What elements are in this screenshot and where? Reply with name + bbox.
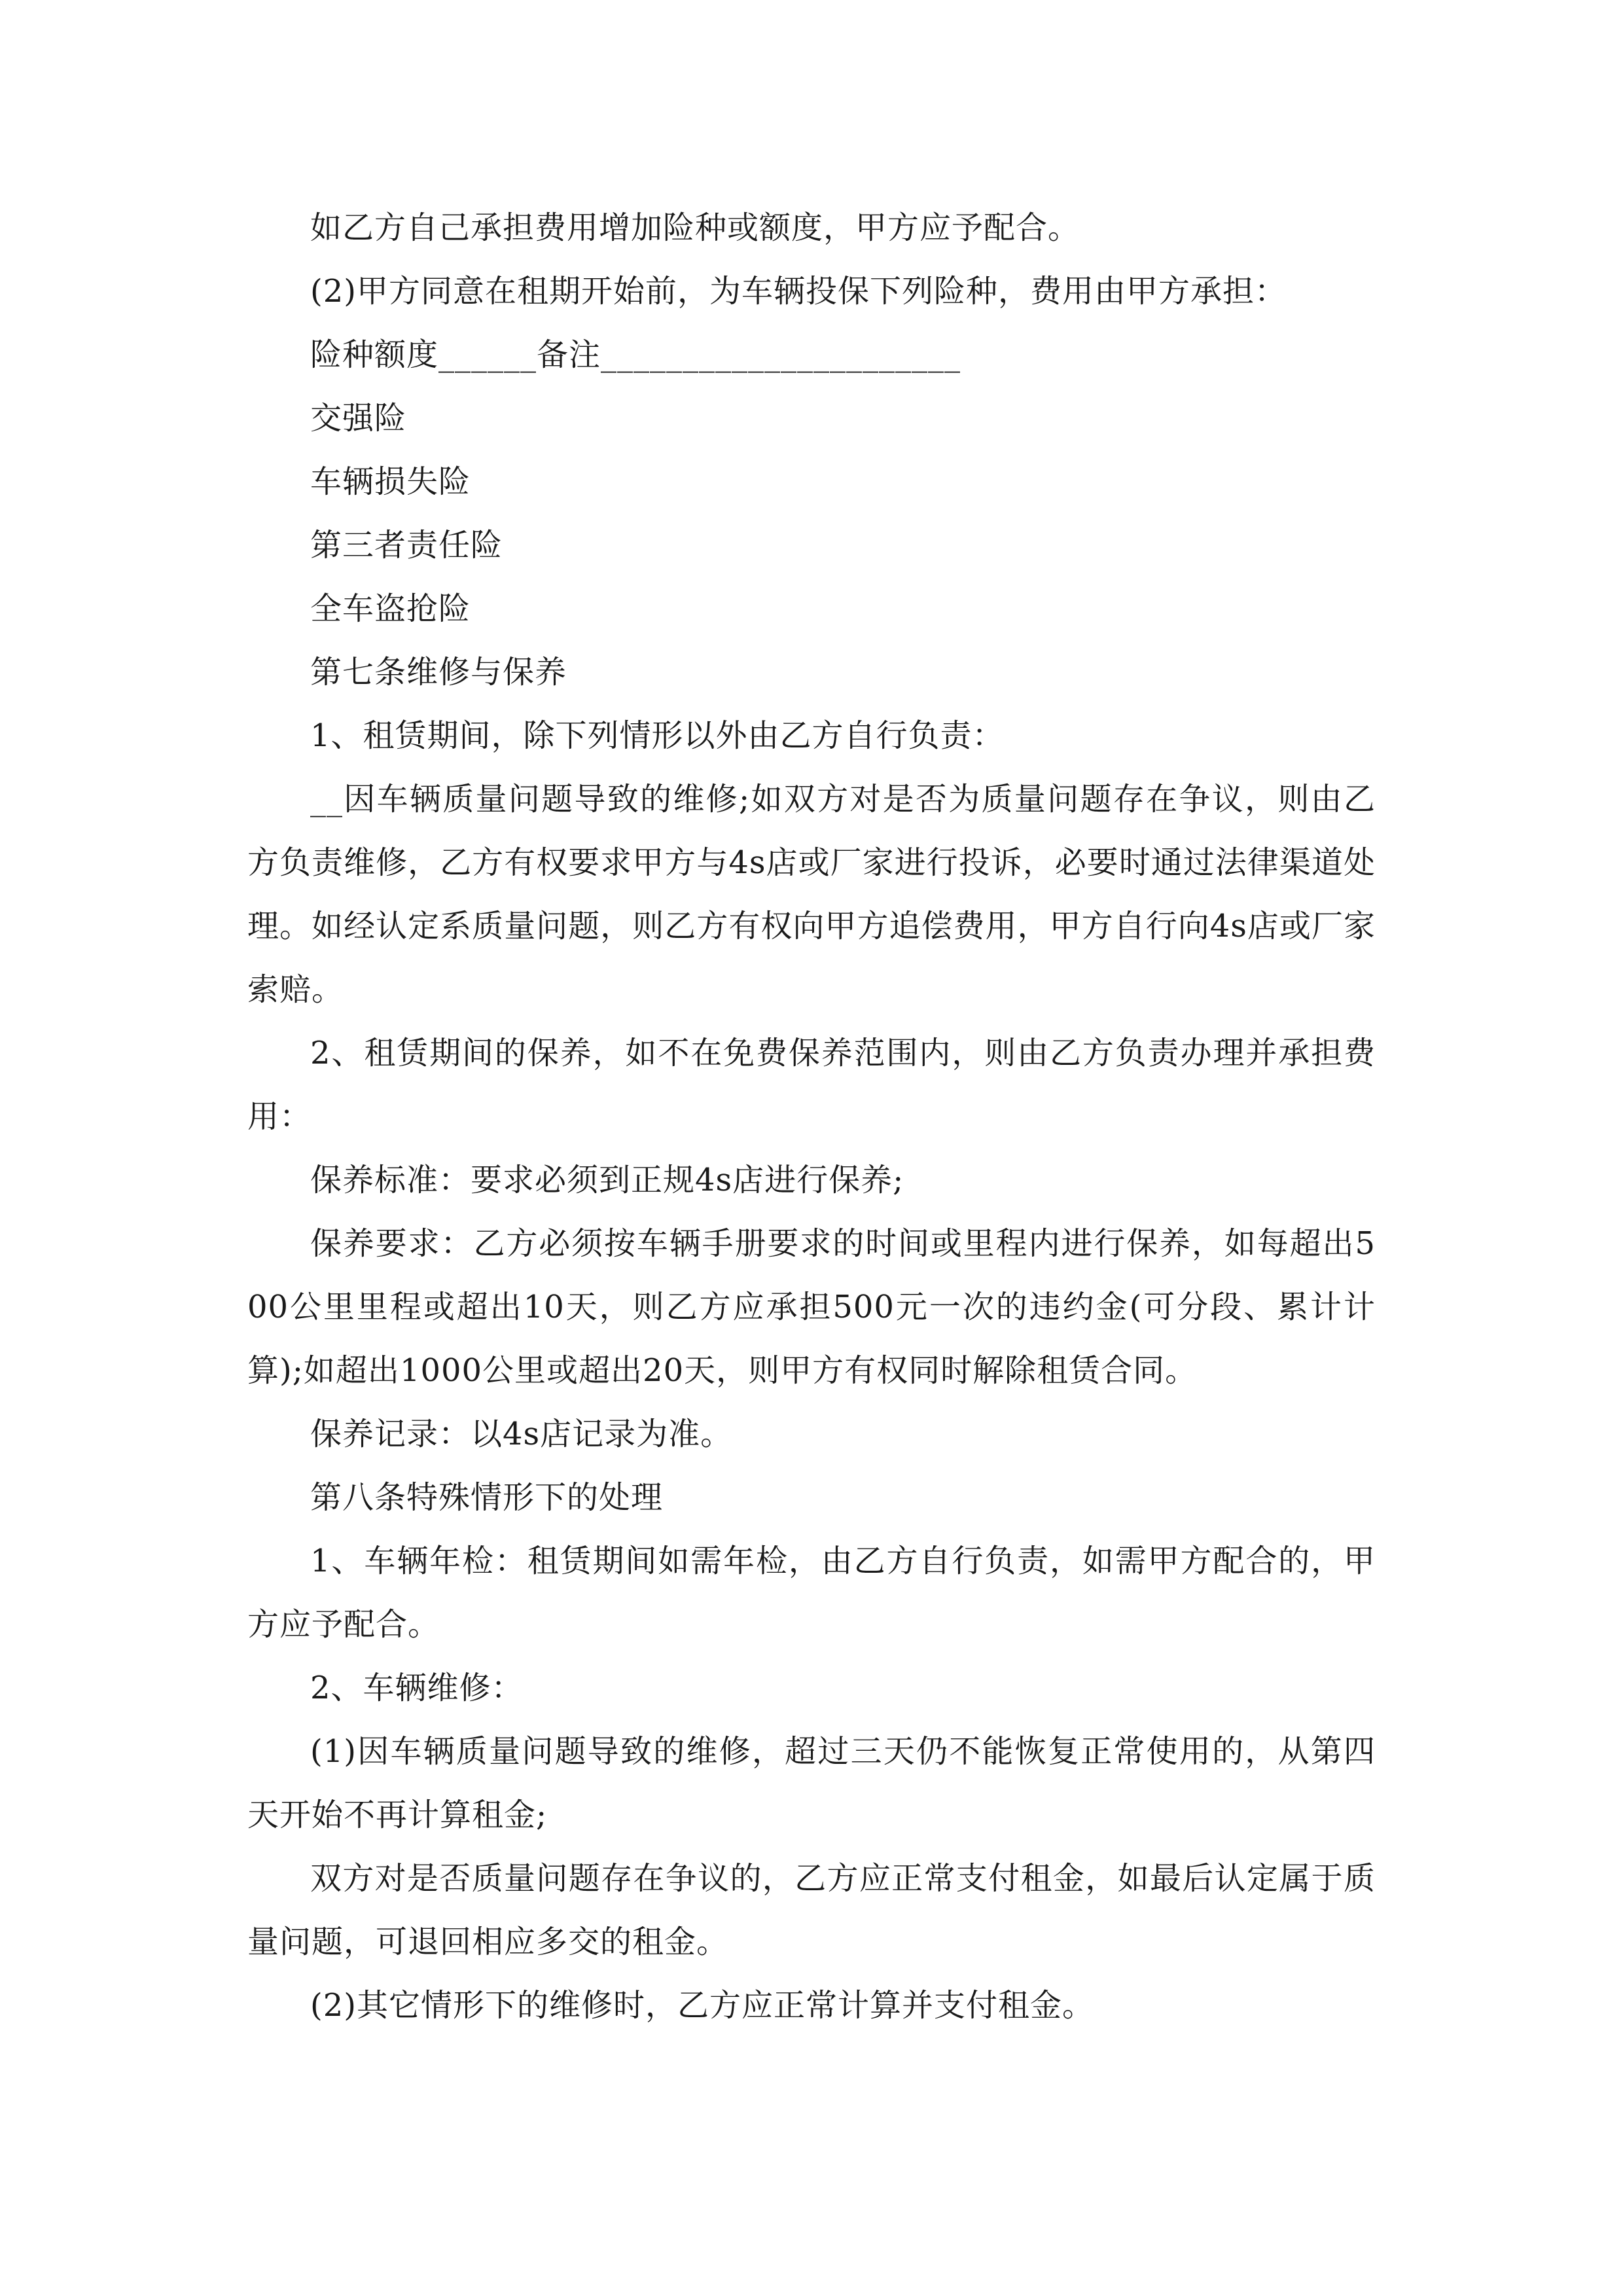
- paragraph: 1、租赁期间，除下列情形以外由乙方自行负责：: [310, 717, 1005, 754]
- section-heading: 第八条特殊情形下的处理: [310, 1479, 664, 1516]
- insurance-item: 全车盗抢险: [310, 590, 471, 627]
- insurance-item: 车辆损失险: [310, 463, 471, 500]
- paragraph: 2、车辆维修：: [310, 1670, 524, 1706]
- paragraph: (1)因车辆质量问题导致的维修，超过三天仍不能恢复正常使用的，从第四天开始不再计算租金;: [247, 1733, 1376, 1833]
- paragraph: 保养标准：要求必须到正规4s店进行保养;: [310, 1162, 904, 1198]
- paragraph: (2)甲方同意在租期开始前，为车辆投保下列险种，费用由甲方承担：: [310, 273, 1287, 310]
- paragraph: 双方对是否质量问题存在争议的，乙方应正常支付租金，如最后认定属于质量问题，可退回相应多交的租金。: [247, 1860, 1376, 1960]
- insurance-item: 交强险: [310, 400, 407, 437]
- insurance-item: 第三者责任险: [310, 527, 503, 564]
- section-heading: 第七条维修与保养: [310, 654, 567, 691]
- paragraph: 如乙方自己承担费用增加险种或额度，甲方应予配合。: [310, 209, 1080, 246]
- paragraph: __因车辆质量问题导致的维修;如双方对是否为质量问题存在争议，则由乙方负责维修，乙方有权要求甲方与4s店或厂家进行投诉，必要时通过法律渠道处理。如经认定系质量问题，则乙方有权向甲方追偿费用，甲方自行向4s店或厂家索赔。: [247, 781, 1376, 1008]
- insurance-table-header: 险种额度______备注______________________: [310, 336, 961, 373]
- paragraph: 1、车辆年检：租赁期间如需年检，由乙方自行负责，如需甲方配合的，甲方应予配合。: [247, 1543, 1376, 1643]
- paragraph: (2)其它情形下的维修时，乙方应正常计算并支付租金。: [310, 1987, 1094, 2024]
- paragraph: 保养记录：以4s店记录为准。: [310, 1416, 733, 1452]
- paragraph: 2、租赁期间的保养，如不在免费保养范围内，则由乙方负责办理并承担费用：: [247, 1035, 1376, 1135]
- document-body: [247, 196, 1376, 2037]
- paragraph: 保养要求：乙方必须按车辆手册要求的时间或里程内进行保养，如每超出500公里里程或超出10天，则乙方应承担500元一次的违约金(可分段、累计计算);如超出1000公里或超出20天，则甲方有权同时解除租赁合同。: [247, 1225, 1376, 1389]
